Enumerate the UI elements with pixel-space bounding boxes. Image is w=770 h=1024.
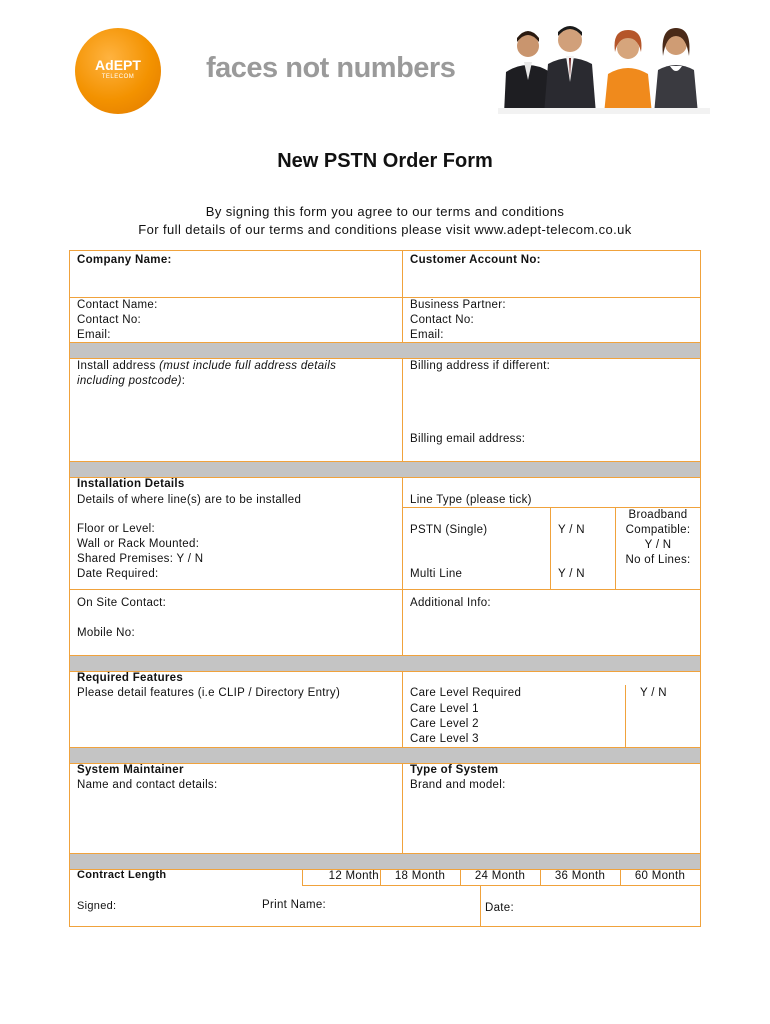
multi-line-yn: Y / N <box>558 568 585 580</box>
maintainer-subheading: Name and contact details: <box>77 779 218 791</box>
customer-account-label: Customer Account No: <box>410 254 541 266</box>
team-photo <box>498 22 710 114</box>
bp-contact-no-label: Contact No: <box>410 314 475 326</box>
care-level-2: Care Level 2 <box>410 718 479 730</box>
pstn-yn: Y / N <box>558 524 585 536</box>
brand-model-label: Brand and model: <box>410 779 506 791</box>
billing-email-label: Billing email address: <box>410 433 526 445</box>
wall-label: Wall or Rack Mounted: <box>77 538 200 550</box>
contact-no-label: Contact No: <box>77 314 142 326</box>
contact-name-label: Contact Name: <box>77 299 158 311</box>
contract-length-label: Contract Length <box>77 869 167 881</box>
maintainer-heading: System Maintainer <box>77 764 184 776</box>
features-subheading: Please detail features (i.e CLIP / Directory Entry) <box>77 687 341 699</box>
contract-18-month[interactable]: 18 Month <box>394 870 446 882</box>
section-divider <box>70 747 700 763</box>
signed-label: Signed: <box>77 900 117 912</box>
logo-subtitle: TELECOM <box>101 74 135 80</box>
installation-subheading: Details of where line(s) are to be installed <box>77 494 302 506</box>
line-type-label: Line Type (please tick) <box>410 494 532 506</box>
section-divider <box>70 342 700 358</box>
company-name-label: Company Name: <box>77 254 172 266</box>
floor-label: Floor or Level: <box>77 523 156 535</box>
shared-premises-label: Shared Premises: Y / N <box>77 553 204 565</box>
intro-line-2: For full details of our terms and conditions please visit www.adept-telecom.co.uk <box>138 222 632 237</box>
installation-heading: Installation Details <box>77 478 185 490</box>
multi-line-label: Multi Line <box>410 568 463 580</box>
bp-email-label: Email: <box>410 329 444 341</box>
broadband-label: Broadband <box>628 509 688 521</box>
compatible-label: Compatible: <box>625 524 691 536</box>
pstn-single-label: PSTN (Single) <box>410 524 488 536</box>
section-divider <box>70 461 700 477</box>
billing-address-label: Billing address if different: <box>410 360 551 372</box>
form-title: New PSTN Order Form <box>277 150 493 172</box>
email-label: Email: <box>77 329 111 341</box>
logo-name: AdEPT <box>95 57 141 73</box>
print-name-label: Print Name: <box>262 899 327 911</box>
broadband-yn: Y / N <box>644 539 672 551</box>
mobile-no-label: Mobile No: <box>77 627 135 639</box>
additional-info-label: Additional Info: <box>410 597 491 609</box>
business-partner-label: Business Partner: <box>410 299 506 311</box>
contract-60-month[interactable]: 60 Month <box>634 870 686 882</box>
install-address-label: Install address (must include full address details <box>77 360 337 372</box>
care-level-3: Care Level 3 <box>410 733 479 745</box>
contract-12-month[interactable]: 12 Month <box>328 870 379 882</box>
contract-24-month[interactable]: 24 Month <box>474 870 526 882</box>
order-form <box>69 250 701 927</box>
intro-line-1: By signing this form you agree to our terms and conditions <box>205 204 565 219</box>
care-level-required-label: Care Level Required <box>410 687 522 699</box>
features-heading: Required Features <box>77 672 184 684</box>
date-label: Date: <box>485 902 514 914</box>
section-divider <box>70 853 700 869</box>
care-level-1: Care Level 1 <box>410 703 479 715</box>
care-yn: Y / N <box>640 687 667 699</box>
install-address-note: including postcode): <box>77 375 186 387</box>
type-of-system-heading: Type of System <box>410 764 499 776</box>
contract-36-month[interactable]: 36 Month <box>554 870 606 882</box>
section-divider <box>70 655 700 671</box>
on-site-contact-label: On Site Contact: <box>77 597 167 609</box>
tagline: faces not numbers <box>206 52 456 84</box>
date-required-label: Date Required: <box>77 568 159 580</box>
no-of-lines-label: No of Lines: <box>625 554 691 566</box>
